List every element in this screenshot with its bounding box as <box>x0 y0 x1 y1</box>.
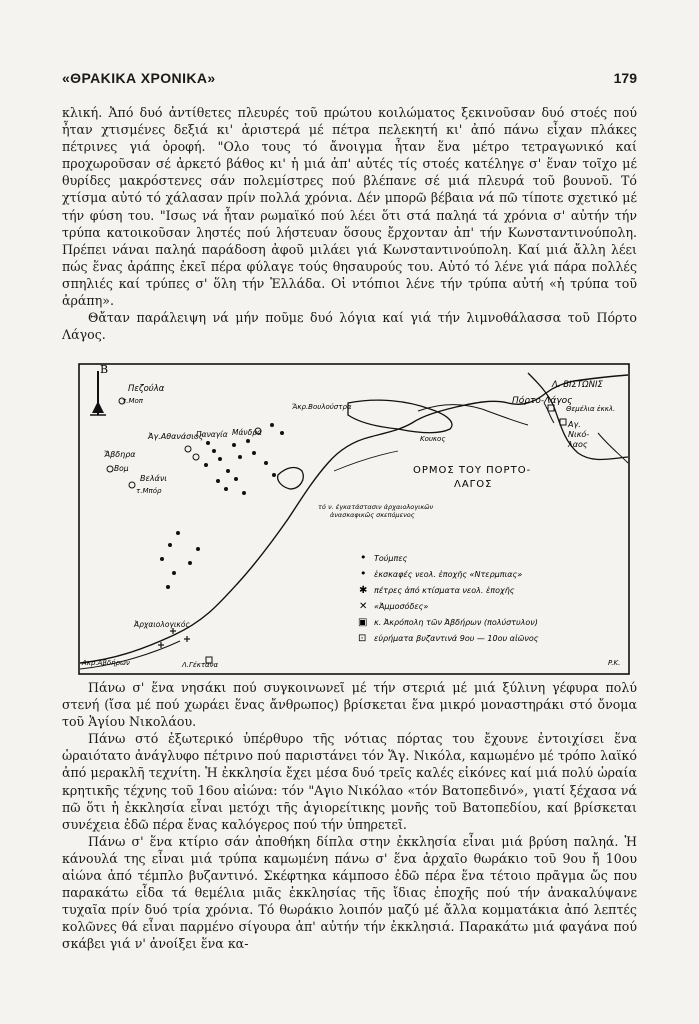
text-block-top <box>62 104 637 343</box>
north-label: Β <box>100 363 109 376</box>
sea-label: ΛΑΓΟΣ <box>454 479 493 490</box>
north-arrow-icon <box>90 371 106 415</box>
journal-title: «ΘΡΑΚΙΚΑ ΧΡΟΝΙΚΑ» <box>62 70 216 86</box>
legend-label: κ. Ἀκρόπολη τῶν Ἀβδήρων (πολύστυλον) <box>374 618 538 627</box>
legend-symbol: ⊡ <box>358 633 367 644</box>
place-label: Λ.Γέκτανα <box>182 661 219 669</box>
map-drawing <box>78 363 630 675</box>
page-number: 179 <box>613 70 637 86</box>
text-block-bottom <box>62 679 637 953</box>
ag-nikolaos-label: λαος <box>568 440 588 449</box>
porto-lagos-label: Πόρτο-Λάγος <box>512 396 573 406</box>
place-label: Βομ <box>114 464 129 473</box>
place-label: Ἄκρ.Βουλούστρα <box>292 403 352 411</box>
foundations-label: Θεμέλια ἐκκλ. <box>566 405 616 413</box>
map-note: ἀνασκαφικῶς σκεπόμενος <box>330 511 415 519</box>
ag-nikolaos-label: Νικό- <box>568 430 590 439</box>
legend-symbol: • <box>360 551 367 564</box>
legend-label: «Ἀμμοσόδες» <box>374 602 429 611</box>
ag-nikolaos-label: Αγ. <box>568 420 581 429</box>
tumuli-dots <box>160 423 284 589</box>
place-label: Πεζούλα <box>128 384 165 394</box>
paragraph: κλική. Ἀπό δυό ἀντίθετες πλευρές τοῦ πρώτου κοιλώματος ξεκινοῦσαν δυό στοές πού ἦταν χτισμένες δεξιά κι' ἀριστερά μέ πέτρα πελεκητή κι' ἀπό πάνω εἶχαν πλάκες πέτρινες γιά ὀροφή. "Ολο τους τό ἄνοιγμα ἦταν ἕνα μέτρο τετραγωνικό καί προχωροῦσαν σέ ἀρκετό βάθος κι' ἡ μιά ἀπ' αὐτές τίς στοές κατέληγε σ' ἕναν τοῖχο μέ θυρίδες μακρόστενες σάν πολεμίστρες πού βλέπανε σέ μιά πλευρά τοῦ βουνοῦ. Τό χτίσμα αὐτό τό χάλασαν πρίν πολλά χρόνια. Δέν μπορῶ βέβαια νά πῶ τίποτε σχετικό μέ τήν φύση του. "Ισως νά ἦταν ρωμαϊκό πού λέει ὅτι στά παληά τά χρόνια σ' αὐτήν τήν τρύπα κατοικοῦσαν ληστές πού λήστευαν ὅσους ἔρχονταν ἀπ' τήν Κωνσταντινούπολη. Πρέπει νάναι παληά παράδοση ἀφοῦ μιλάει γιά Κωνσταντινούπολη. Καί μιά ἄλλη λέει πώς ἕνας ἀράπης ἐκεῖ πέρα φύλαγε τούς θησαυρούς του. Αὐτό τό λένε γιά πάρα πολλές σπηλιές καί τρύπες σ' ὅλη τήν Ἑλλάδα. Οἱ ντόπιοι λένε τήν τρύπα αὐτή «ἡ τρύπα τοῦ ἀράπη». <box>62 105 637 309</box>
map-figure <box>78 363 630 675</box>
byzantine-find-icon <box>560 419 566 425</box>
place-label: τ.Μοπ <box>122 397 143 405</box>
paragraph: Πάνω στό ἐξωτερικό ὑπέρθυρο τῆς νότιας πόρτας του ἔχουνε ἐντοιχίσει ἕνα ὡραιότατο ἀνάγλυφο πέτρινο πού παριστάνει τόν Ἅγ. Νικόλα, καμωμένο μέ τρόπο λαϊκό ἀπό μερακλῆ τεχνίτη. Ἡ ἐκκλησία ἔχει μέσα δυό τρεῖς καλές εἰκόνες καί μιά πολύ ὡραία κρητικῆς τέχνης τοῦ 16ου αἰώνα: τόν "Αγιο Νικόλαο «τόν Βατοπεδινό», γιατί ξέχασα νά πῶ ὅτι ἡ ἐκκλησία εἶναι μετόχι τῆς ἁγιορείτικης μονῆς τοῦ Βατοπεδίου, καί βρίσκεται συνέχεια ἐδῶ πέρα ἕνας καλόγερος πού τήν ὑπηρετεῖ. <box>62 731 637 832</box>
place-label: Ἀρχαιολογικός <box>134 620 190 629</box>
legend-label: ἐκσκαφές νεολ. ἐποχῆς «Ντερμπιας» <box>374 570 523 579</box>
sea-label: ΟΡΜΟΣ ΤΟΥ ΠΟΡΤΟ- <box>413 465 532 476</box>
place-label: Ἄβδηρα <box>104 450 136 459</box>
place-label: Ἀγ.Αθανάσιος <box>148 432 204 441</box>
legend-label: Τούμπες <box>374 554 408 563</box>
koukos-label: Κουκος <box>420 435 446 443</box>
running-header <box>62 70 637 90</box>
place-label: Παναγία <box>196 430 228 439</box>
map-legend <box>358 551 539 644</box>
legend-symbol: ▣ <box>358 617 368 628</box>
legend-symbol: ✱ <box>359 585 368 596</box>
map-signature: P.K. <box>608 659 621 667</box>
paragraph: Θἄταν παράλειψη νά μήν ποῦμε δυό λόγια καί γιά τήν λιμνοθάλασσα τοῦ Πόρτο Λάγος. <box>62 310 637 343</box>
lake-label: Λ. ΒΙΣΤΩΝΙΣ <box>552 380 603 390</box>
legend-label: πέτρες ἀπό κτίσματα νεολ. ἐποχῆς <box>374 586 515 595</box>
place-label: τ.Μπόρ <box>136 487 162 495</box>
island <box>278 468 304 489</box>
place-label: Μάνδρα <box>232 428 262 437</box>
paragraph: Πάνω σ' ἕνα κτίριο σάν ἀποθήκη δίπλα στην ἐκκλησία εἶναι μιά βρύση παληά. Ἡ κάνουλά της εἶναι μιά τρύπα καμωμένη πάνω σ' ἕνα ἀρχαῖο θωράκιο τοῦ 9ου ἤ 10ου αἰώνα ἀπό τέμπλο βυζαντινό. Σκέφτηκα κάμποσο ἐδῶ πέρα ἕνα τέτοιο πρᾶγμα ὥς που παρακάτω εἶδα τά θεμέλια μιᾶς ἐκκλησίας τῆς ἴδιας ἐποχῆς πού τήν ἀνακαλύψανε τυχαῖα πρίν δυό τρία χρόνια. Τό θωράκιο λοιπόν μαζύ μέ ἄλλα κομματάκια ἀπό λεπτές κολῶνες θά εἶναι παρμένο σίγουρα ἀπ' αὐτήν τήν ἐκκλησιά. Παρακάτω μιά φαγάνα πού σκάβει γιά ν' ἀνοίξει ἕνα κα- <box>62 833 637 952</box>
place-label: Ακρ.Ἀβδήρων <box>82 659 130 667</box>
place-label: Βελάνι <box>140 474 167 483</box>
paragraph: Πάνω σ' ἕνα νησάκι πού συγκοινωνεῖ μέ τήν στεριά μέ μιά ξύλινη γέφυρα πολύ στενή (ἴσα μέ πού χωράει ἕνας ἄνθρωπος) βρίσκεται ἕνα μικρό μοναστηράκι στό ὄνομα τοῦ Ἁγίου Νικολάου. <box>62 680 637 730</box>
legend-label: εὑρήματα βυζαντινά 9ου — 10ου αἰῶνος <box>374 634 539 643</box>
legend-symbol: • <box>360 567 367 580</box>
map-note: τό ν. ἐγκατάστασιν ἀρχαιολογικῶν <box>318 503 434 511</box>
legend-symbol: ✕ <box>359 601 368 612</box>
cross-marks <box>158 628 190 648</box>
